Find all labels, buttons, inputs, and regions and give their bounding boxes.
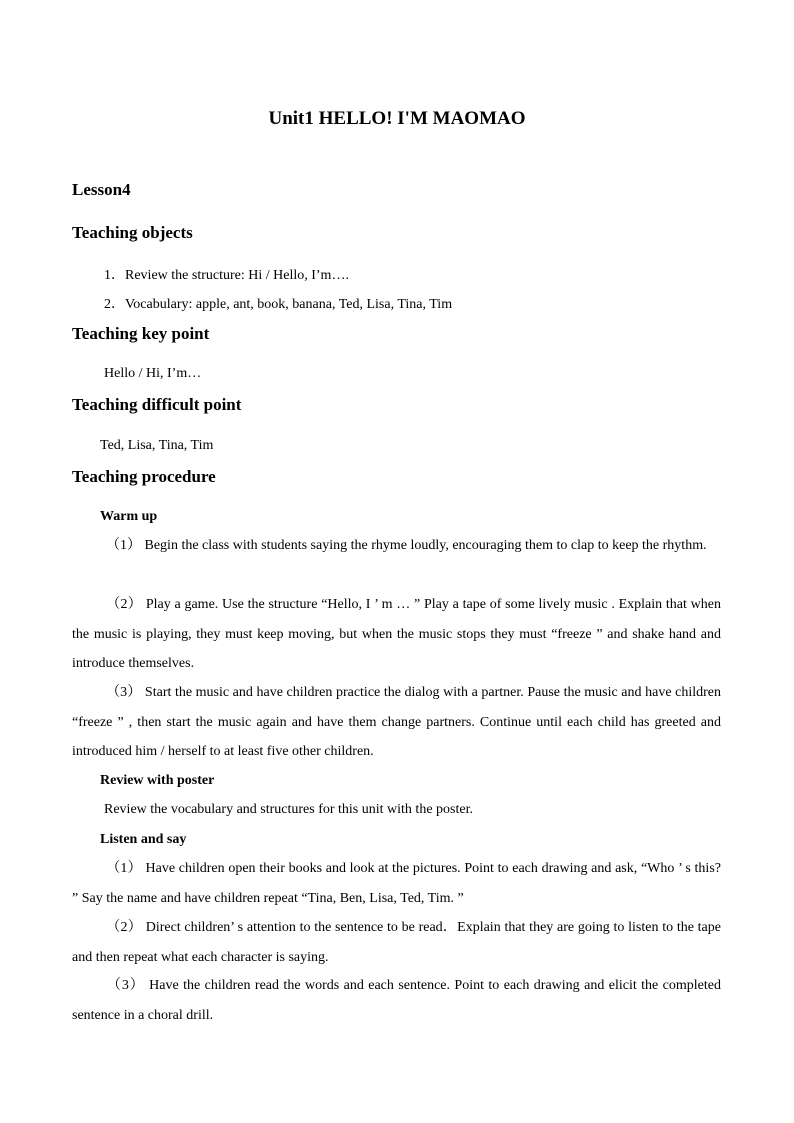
difficult-point-heading: Teaching difficult point	[72, 395, 242, 414]
listen-step-3: （3） Have the children read the words and each sentence. Point to each drawing and elicit the completed sentence in a choral drill.	[72, 978, 721, 1023]
warm-up-step-3: （3） Start the music and have children practice the dialog with a partner. Pause the music and have children “freeze ” , then start the music again and have them change partners. Continue until each child has greeted and introduced him / herself to at least five other children.	[72, 685, 721, 759]
objects-item-1: 1．Review the structure: Hi / Hello, I’m….	[104, 268, 349, 283]
teaching-objects-heading: Teaching objects	[72, 223, 193, 242]
lesson-heading: Lesson4	[72, 180, 131, 199]
warm-up-step-1: （1） Begin the class with students saying the rhyme loudly, encouraging them to clap to keep the rhythm.	[106, 538, 707, 553]
key-point-text: Hello / Hi, I’m…	[104, 366, 202, 381]
review-heading: Review with poster	[100, 773, 215, 788]
listen-heading: Listen and say	[100, 832, 187, 847]
objects-item-2: 2．Vocabulary: apple, ant, book, banana, Ted, Lisa, Tina, Tim	[104, 297, 453, 312]
review-text: Review the vocabulary and structures for this unit with the poster.	[104, 802, 473, 817]
listen-step-1: （1） Have children open their books and look at the pictures. Point to each drawing and ask, “Who ’ s this? ” Say the name and have children repeat “Tina, Ben, Lisa, Ted, Tim. ”	[72, 861, 721, 906]
key-point-heading: Teaching key point	[72, 324, 210, 343]
warm-up-heading: Warm up	[100, 509, 158, 524]
difficult-point-text: Ted, Lisa, Tina, Tim	[100, 438, 214, 453]
warm-up-step-2: （2） Play a game. Use the structure “Hello, I ’ m … ” Play a tape of some lively music . Explain that when the music is playing, they must keep moving, but when the music stops they must “freeze ” and shake hand and introduce themselves.	[72, 597, 721, 671]
listen-step-2: （2） Direct children’ s attention to the sentence to be read．Explain that they are going to listen to the tape and then repeat what each character is saying.	[72, 920, 721, 965]
procedure-heading: Teaching procedure	[72, 467, 216, 486]
document-title: Unit1 HELLO! I'M MAOMAO	[268, 108, 526, 129]
